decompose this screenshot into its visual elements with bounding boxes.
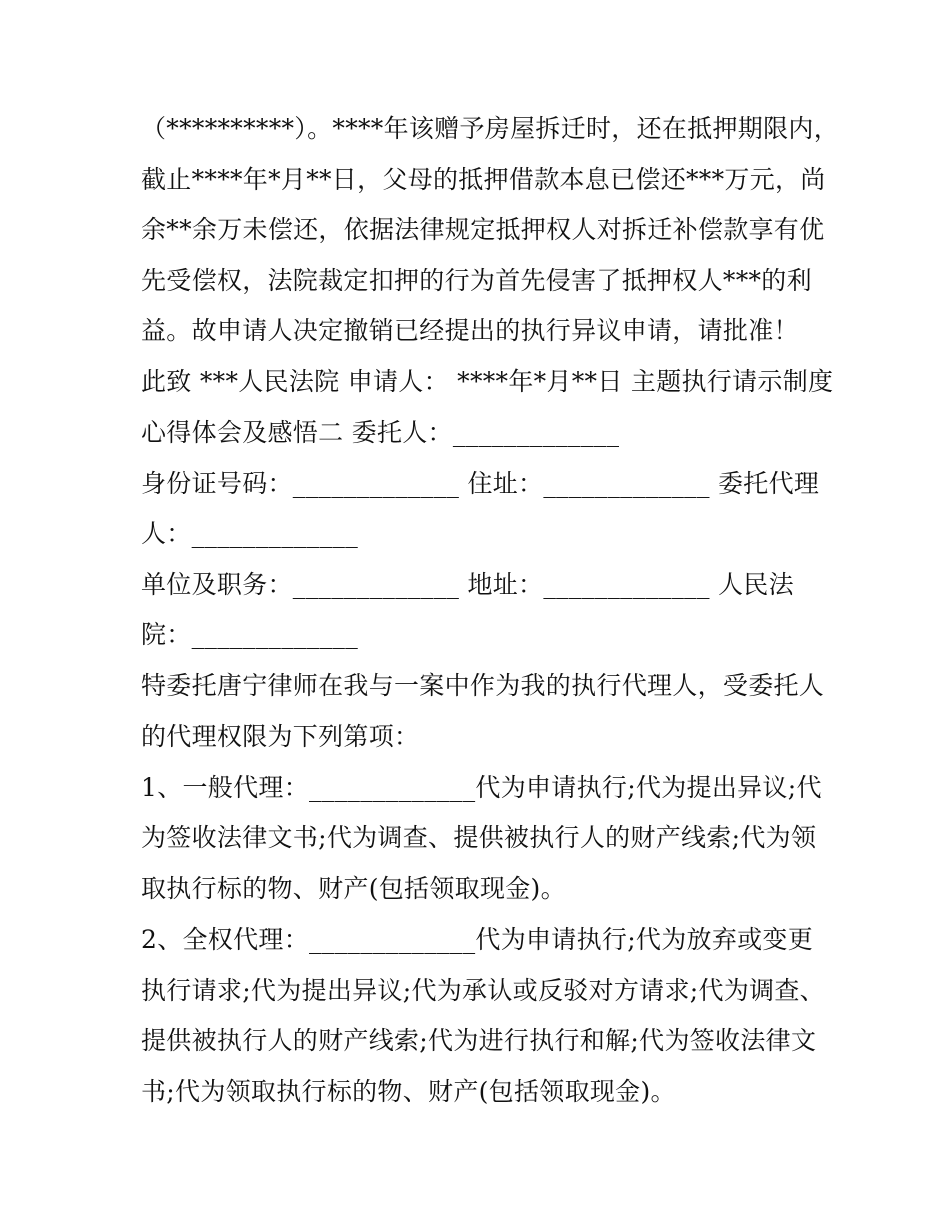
text-line: 的代理权限为下列第项：	[141, 722, 420, 751]
text-line: 截止****年*月**日，父母的抵押借款本息已偿还***万元，尚	[141, 165, 826, 194]
text-line: （**********）。****年该赠予房屋拆迁时，还在抵押期限内，	[141, 114, 840, 143]
text-line: 特委托唐宁律师在我与一案中作为我的执行代理人，受委托人	[141, 671, 825, 700]
text-line: 余**余万未偿还，依据法律规定抵押权人对拆迁补偿款享有优	[141, 215, 825, 244]
text-line: 单位及职务：_____________ 地址：_____________ 人民法	[141, 570, 794, 599]
text-line: 院：_____________	[141, 620, 358, 649]
text-line: 执行请求;代为提出异议;代为承认或反驳对方请求;代为调查、	[141, 976, 825, 1005]
text-line: 身份证号码：_____________ 住址：_____________ 委托代理	[141, 469, 820, 498]
text-line: 此致 ***人民法院 申请人： ****年*月**日 主题执行请示制度	[141, 367, 834, 396]
text-line: 1、一般代理：_____________代为申请执行;代为提出异议;代	[141, 773, 822, 802]
text-line: 书;代为领取执行标的物、财产(包括领取现金)。	[141, 1077, 676, 1106]
text-line: 为签收法律文书;代为调查、提供被执行人的财产线索;代为领	[141, 823, 817, 852]
text-line: 2、全权代理：_____________代为申请执行;代为放弃或变更	[141, 925, 814, 954]
text-line: 益。故申请人决定撤销已经提出的执行异议申请，请批准！	[141, 316, 799, 345]
text-line: 取执行标的物、财产(包括领取现金)。	[141, 874, 566, 903]
text-line: 先受偿权，法院裁定扣押的行为首先侵害了抵押权人***的利	[141, 266, 812, 295]
text-line: 人：_____________	[141, 519, 358, 548]
text-line: 心得体会及感悟二 委托人：_____________	[141, 418, 620, 447]
text-line: 提供被执行人的财产线索;代为进行执行和解;代为签收法律文	[141, 1026, 817, 1055]
